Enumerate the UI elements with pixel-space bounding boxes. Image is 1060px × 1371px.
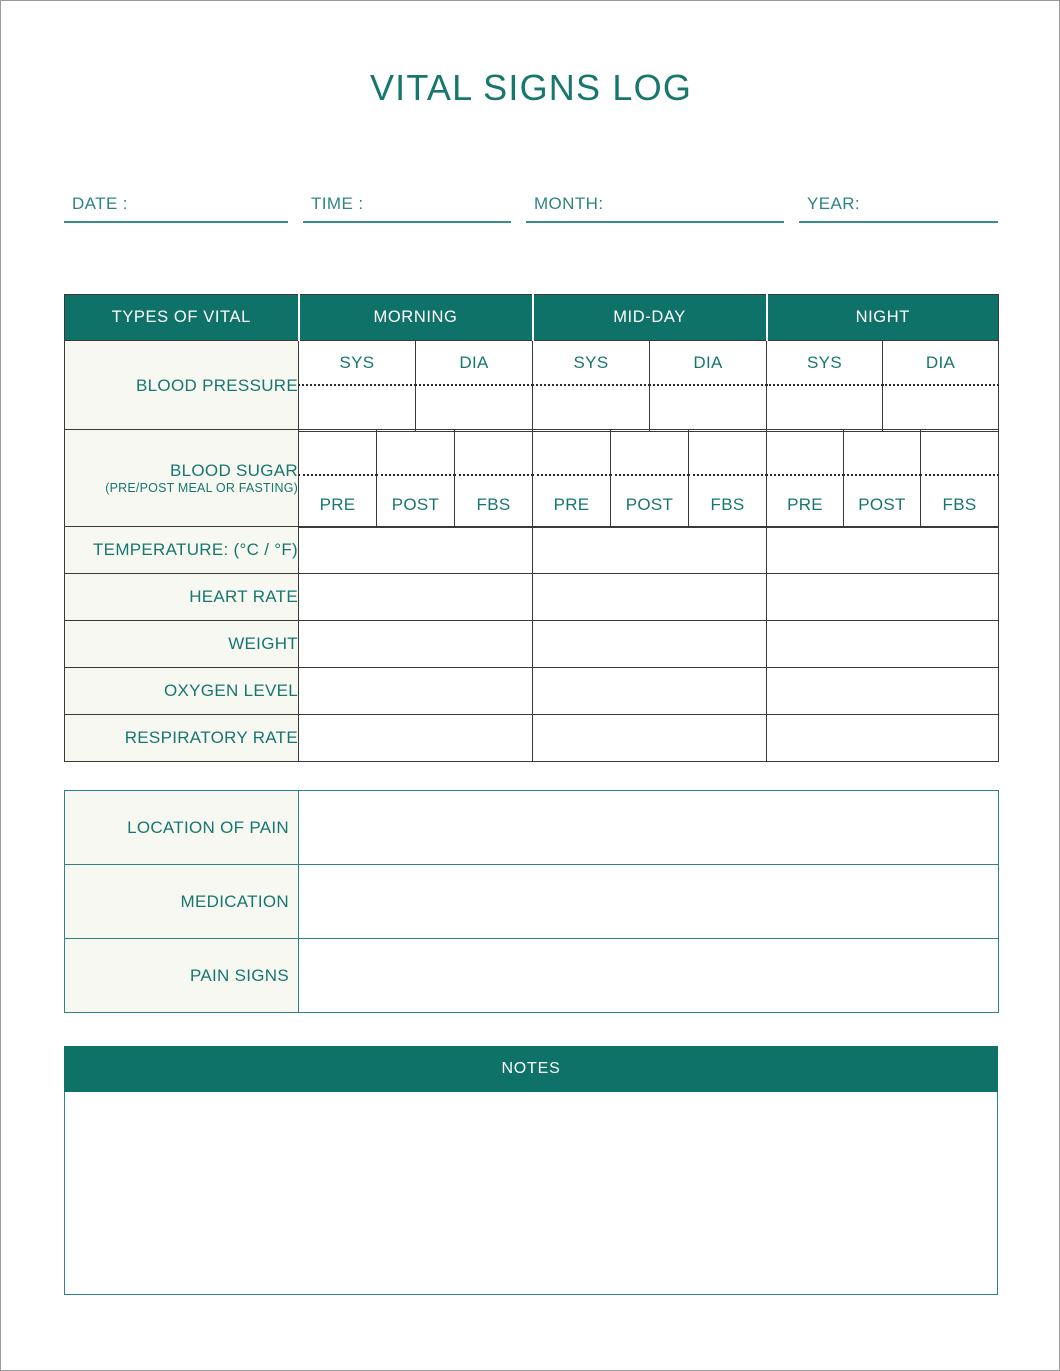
bs-sublabel-midday-post: POST xyxy=(625,495,674,514)
dotted-divider xyxy=(532,384,650,386)
table-row-pain-signs xyxy=(65,939,999,1013)
bs-cell-night-post[interactable] xyxy=(844,430,921,528)
row-label-blood-pressure: BLOOD PRESSURE xyxy=(65,341,299,432)
table-row-respiratory-rate xyxy=(65,715,999,762)
bp-cell-morning-dia[interactable] xyxy=(416,341,533,432)
row-label-medication: MEDICATION xyxy=(65,865,299,939)
month-input-line[interactable] xyxy=(526,221,784,223)
bs-sublabel-midday-fbs: FBS xyxy=(710,495,745,514)
medication-value-cell[interactable] xyxy=(299,865,999,939)
row-label-oxygen-level: OXYGEN LEVEL xyxy=(65,668,299,715)
dotted-divider xyxy=(454,474,533,476)
cell-entry-area[interactable] xyxy=(533,430,610,474)
oxygen-level-night-cell[interactable] xyxy=(767,668,999,715)
bp-sublabel-night-dia: DIA xyxy=(925,353,956,372)
cell-entry-area[interactable] xyxy=(689,430,766,474)
bp-sublabel-midday-dia: DIA xyxy=(693,353,723,372)
blood-sugar-table xyxy=(64,429,999,528)
year-label: YEAR: xyxy=(807,194,861,213)
bp-cell-midday-sys[interactable] xyxy=(533,341,650,432)
page-title: VITAL SIGNS LOG xyxy=(369,67,693,108)
table-row-weight xyxy=(65,621,999,668)
bs-sublabel-morning-pre: PRE xyxy=(319,495,356,514)
dotted-divider xyxy=(298,384,416,386)
bp-cell-night-dia[interactable] xyxy=(883,341,999,432)
respiratory-rate-night-cell[interactable] xyxy=(767,715,999,762)
header-fields xyxy=(64,194,998,223)
table-row-heart-rate xyxy=(65,574,999,621)
pain-signs-value-cell[interactable] xyxy=(299,939,999,1013)
table-row-location-of-pain xyxy=(65,791,999,865)
cell-entry-area[interactable] xyxy=(377,430,454,474)
heart-rate-night-cell[interactable] xyxy=(767,574,999,621)
bs-cell-midday-fbs[interactable] xyxy=(689,430,767,528)
row-label-heart-rate: HEART RATE xyxy=(65,574,299,621)
bs-cell-morning-pre[interactable] xyxy=(299,430,377,528)
year-field[interactable] xyxy=(799,194,998,223)
bs-cell-morning-fbs[interactable] xyxy=(455,430,533,528)
heart-rate-morning-cell[interactable] xyxy=(299,574,533,621)
bp-cell-midday-dia[interactable] xyxy=(650,341,767,432)
bp-cell-night-sys[interactable] xyxy=(767,341,883,432)
column-header-night: NIGHT xyxy=(767,295,999,341)
bs-sublabel-night-pre: PRE xyxy=(787,495,823,514)
row-label-location-of-pain: LOCATION OF PAIN xyxy=(65,791,299,865)
bp-sublabel-morning-sys: SYS xyxy=(339,353,375,372)
weight-night-cell[interactable] xyxy=(767,621,999,668)
notes-section xyxy=(64,1046,998,1295)
pain-table xyxy=(64,790,999,1013)
respiratory-rate-midday-cell[interactable] xyxy=(533,715,767,762)
row-label-weight: WEIGHT xyxy=(65,621,299,668)
bp-cell-morning-sys[interactable] xyxy=(299,341,416,432)
table-row-oxygen-level xyxy=(65,668,999,715)
date-input-line[interactable] xyxy=(64,221,288,223)
row-label-temperature: TEMPERATURE: (°C / °F) xyxy=(65,527,299,574)
temperature-midday-cell[interactable] xyxy=(533,527,767,574)
time-label: TIME : xyxy=(311,194,364,213)
row-label-respiratory-rate: RESPIRATORY RATE xyxy=(65,715,299,762)
notes-textarea[interactable] xyxy=(64,1092,998,1295)
dotted-divider xyxy=(688,474,767,476)
table-row-temperature xyxy=(65,527,999,574)
dotted-divider xyxy=(882,384,999,386)
weight-morning-cell[interactable] xyxy=(299,621,533,668)
bs-sublabel-night-post: POST xyxy=(858,495,906,514)
dotted-divider xyxy=(649,384,767,386)
column-header-midday: MID-DAY xyxy=(533,295,767,341)
blood-sugar-note: (PRE/POST MEAL OR FASTING) xyxy=(105,481,298,496)
dotted-divider xyxy=(532,474,611,476)
weight-midday-cell[interactable] xyxy=(533,621,767,668)
blood-sugar-label: BLOOD SUGAR xyxy=(170,461,298,481)
vitals-simple-rows-table xyxy=(64,526,999,762)
bs-sublabel-morning-fbs: FBS xyxy=(476,495,511,514)
respiratory-rate-morning-cell[interactable] xyxy=(299,715,533,762)
bp-sublabel-midday-sys: SYS xyxy=(573,353,609,372)
time-input-line[interactable] xyxy=(303,221,511,223)
temperature-morning-cell[interactable] xyxy=(299,527,533,574)
vitals-table xyxy=(64,294,999,432)
date-label: DATE : xyxy=(72,194,128,213)
bs-sublabel-night-fbs: FBS xyxy=(942,495,977,514)
vitals-header-row xyxy=(65,295,999,341)
cell-entry-area[interactable] xyxy=(455,430,532,474)
date-field[interactable] xyxy=(64,194,288,223)
location-of-pain-value-cell[interactable] xyxy=(299,791,999,865)
dotted-divider xyxy=(766,474,844,476)
year-input-line[interactable] xyxy=(799,221,998,223)
heart-rate-midday-cell[interactable] xyxy=(533,574,767,621)
cell-entry-area[interactable] xyxy=(611,430,688,474)
table-row-blood-sugar xyxy=(65,430,999,528)
table-row-blood-pressure xyxy=(65,341,999,432)
dotted-divider xyxy=(376,474,455,476)
oxygen-level-morning-cell[interactable] xyxy=(299,668,533,715)
bp-sublabel-morning-dia: DIA xyxy=(459,353,489,372)
column-header-types: TYPES OF VITAL xyxy=(65,295,299,341)
dotted-divider xyxy=(843,474,921,476)
cell-entry-area[interactable] xyxy=(844,430,920,474)
month-label: MONTH: xyxy=(534,194,604,213)
dotted-divider xyxy=(766,384,883,386)
cell-entry-area[interactable] xyxy=(921,430,998,474)
dotted-divider xyxy=(920,474,999,476)
row-label-pain-signs: PAIN SIGNS xyxy=(65,939,299,1013)
month-field[interactable] xyxy=(526,194,784,223)
dotted-divider xyxy=(415,384,533,386)
bs-cell-midday-post[interactable] xyxy=(611,430,689,528)
time-field[interactable] xyxy=(303,194,511,223)
bs-cell-night-fbs[interactable] xyxy=(921,430,999,528)
bp-sublabel-night-sys: SYS xyxy=(807,353,842,372)
cell-entry-area[interactable] xyxy=(299,430,376,474)
bs-sublabel-morning-post: POST xyxy=(391,495,440,514)
dotted-divider xyxy=(610,474,689,476)
bs-cell-midday-pre[interactable] xyxy=(533,430,611,528)
dotted-divider xyxy=(298,474,377,476)
table-row-medication xyxy=(65,865,999,939)
column-header-morning: MORNING xyxy=(299,295,533,341)
bs-cell-morning-post[interactable] xyxy=(377,430,455,528)
cell-entry-area[interactable] xyxy=(767,430,843,474)
temperature-night-cell[interactable] xyxy=(767,527,999,574)
oxygen-level-midday-cell[interactable] xyxy=(533,668,767,715)
bs-cell-night-pre[interactable] xyxy=(767,430,844,528)
bs-sublabel-midday-pre: PRE xyxy=(553,495,590,514)
notes-heading: NOTES xyxy=(64,1046,998,1092)
row-label-blood-sugar xyxy=(65,430,299,528)
